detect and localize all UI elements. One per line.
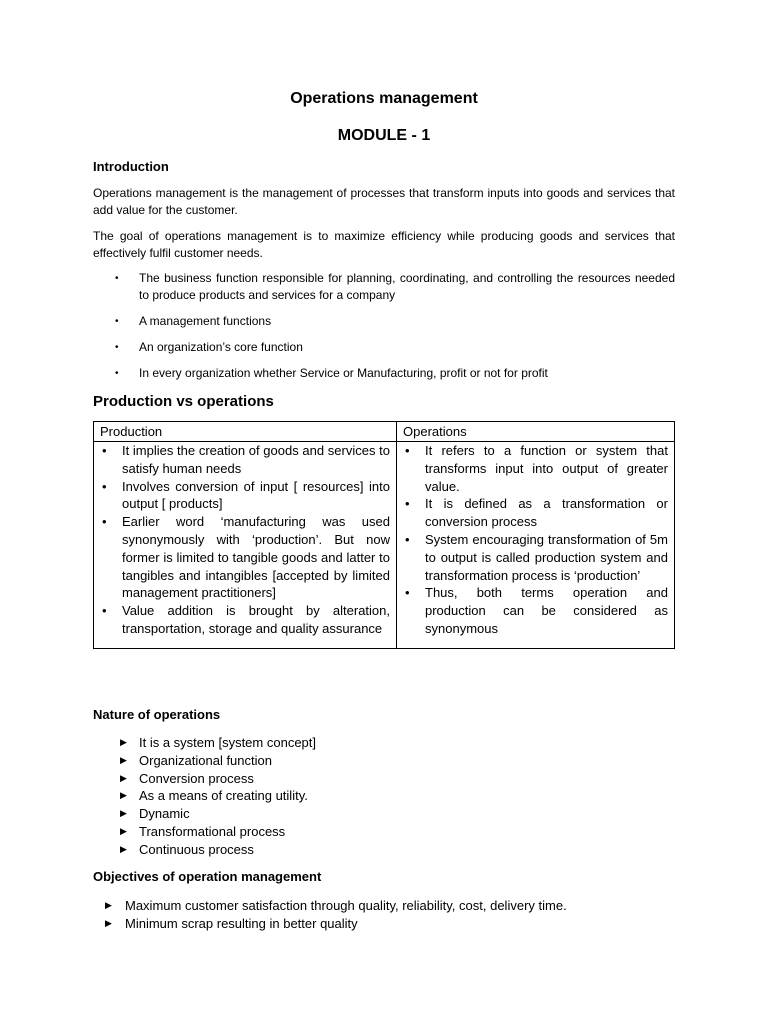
bullet-icon: •	[405, 585, 410, 601]
nature-list	[93, 734, 675, 859]
list-item: ▶ Organizational function	[120, 752, 272, 768]
arrow-bullet-icon: ▶	[120, 790, 127, 801]
introduction-heading: Introduction	[93, 159, 169, 174]
bullet-icon: •	[102, 478, 107, 494]
production-vs-operations-heading: Production vs operations	[93, 393, 274, 410]
list-item: • Involves conversion of input [ resources] into output [ products]	[102, 478, 390, 512]
comparison-table	[93, 421, 675, 649]
arrow-bullet-icon: ▶	[120, 825, 127, 836]
list-item: • System encouraging transformation of 5m to output is called production system and transformation process is ‘production’	[405, 531, 668, 583]
column-header-production: Production	[94, 422, 397, 442]
list-item: ▶ Maximum customer satisfaction through quality, reliability, cost, delivery time.	[105, 898, 567, 913]
production-cell	[94, 442, 397, 649]
bullet-icon: •	[405, 531, 410, 547]
list-item: • It implies the creation of goods and services to satisfy human needs	[102, 443, 390, 476]
list-item: • A management functions	[115, 314, 272, 328]
intro-paragraph-2: The goal of operations management is to maximize efficiency while producing goods and services that effectively fulfil customer needs.	[93, 229, 675, 260]
intro-bullet-list	[93, 270, 675, 391]
bullet-icon: •	[102, 514, 107, 530]
list-item: ▶ Conversion process	[120, 770, 254, 786]
list-item: ▶ It is a system [system concept]	[120, 735, 316, 750]
document-title: Operations management	[290, 90, 478, 107]
list-item: • An organization’s core function	[115, 340, 303, 354]
arrow-bullet-icon: ▶	[120, 843, 127, 854]
list-item: ▶ Minimum scrap resulting in better quality	[105, 915, 358, 931]
column-header-operations: Operations	[397, 422, 675, 442]
bullet-icon: •	[102, 603, 107, 619]
bullet-icon: •	[102, 443, 107, 458]
list-item: • Value addition is brought by alteration, transportation, storage and quality assurance	[102, 603, 390, 636]
module-title: MODULE - 1	[337, 127, 431, 144]
bullet-icon: •	[405, 443, 410, 458]
list-item: • Thus, both terms operation and production can be considered as synonymous	[405, 585, 668, 636]
bullet-icon: •	[115, 342, 119, 353]
arrow-bullet-icon: ▶	[120, 754, 127, 765]
nature-of-operations-heading: Nature of operations	[93, 707, 221, 722]
objectives-list	[93, 897, 675, 932]
list-item: • Earlier word ‘manufacturing was used synonymously with ‘production’. But now former is limited to tangible goods and latter to tangibles and intangibles [accepted by limited management practitioners]	[102, 514, 390, 601]
bullet-icon: •	[115, 273, 119, 284]
operations-cell	[397, 442, 675, 649]
bullet-icon: •	[115, 316, 119, 327]
intro-paragraph-1: Operations management is the management of processes that transform inputs into goods and services that add value for the customer.	[93, 186, 675, 217]
arrow-bullet-icon: ▶	[105, 900, 112, 910]
list-item: • It is defined as a transformation or conversion process	[405, 496, 668, 530]
arrow-bullet-icon: ▶	[120, 737, 127, 747]
bullet-icon: •	[115, 368, 119, 379]
objectives-heading: Objectives of operation management	[93, 869, 322, 884]
list-item: ▶ Continuous process	[120, 841, 254, 857]
table-row	[94, 442, 675, 649]
arrow-bullet-icon: ▶	[120, 808, 127, 819]
arrow-bullet-icon: ▶	[120, 772, 127, 783]
list-item: • The business function responsible for planning, coordinating, and controlling the resources needed to produce products and services for a company	[115, 271, 675, 302]
list-item: ▶ Transformational process	[120, 823, 286, 839]
list-item: • It refers to a function or system that transforms input into output of greater value.	[405, 443, 668, 494]
bullet-icon: •	[405, 496, 410, 512]
list-item: ▶ As a means of creating utility.	[120, 788, 308, 804]
arrow-bullet-icon: ▶	[105, 917, 112, 928]
list-item: • In every organization whether Service or Manufacturing, profit or not for profit	[115, 366, 548, 380]
list-item: ▶ Dynamic	[120, 806, 190, 822]
